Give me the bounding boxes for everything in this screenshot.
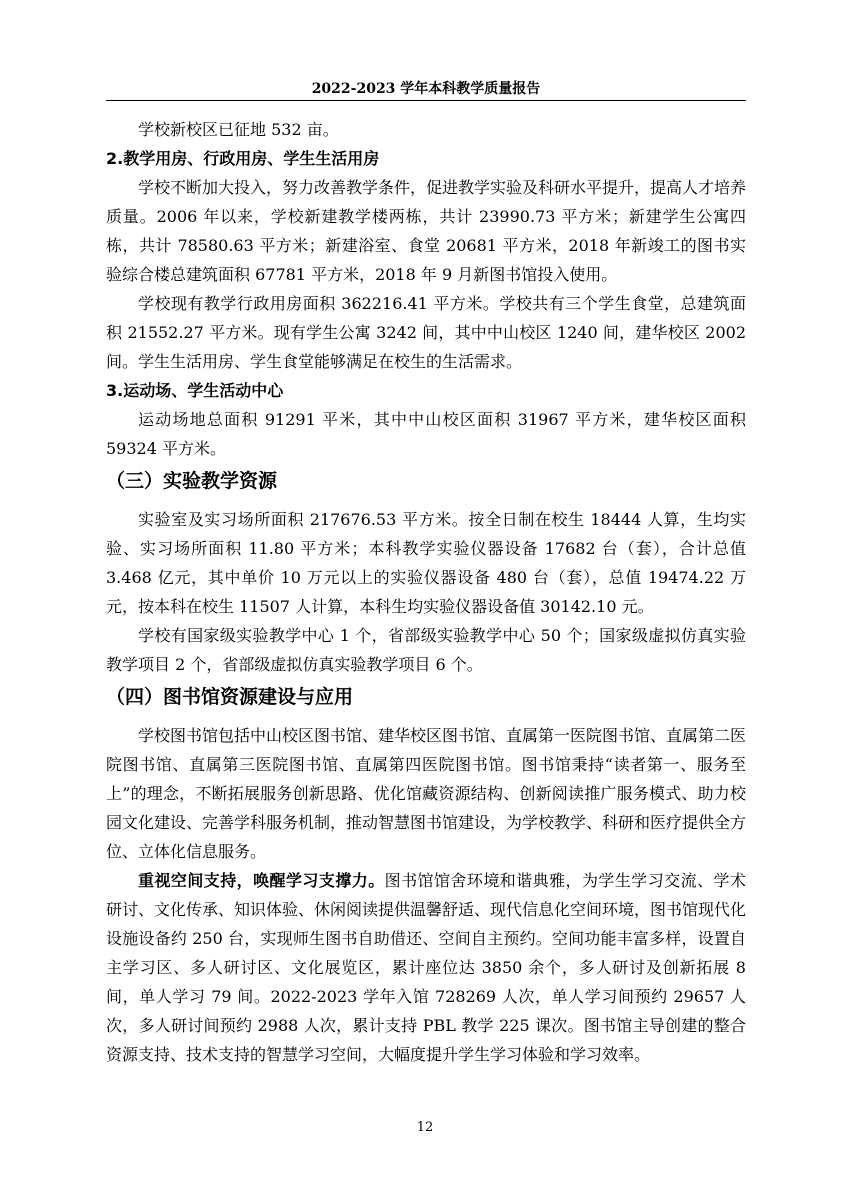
paragraph-library-2 bbox=[106, 866, 746, 1069]
paragraph-sports: 运动场地总面积 91291 平米，其中中山校区面积 31967 平方米，建华校区面积 59324 平方米。 bbox=[106, 410, 746, 458]
page-header-title: 2022-2023 学年本科教学质量报告 bbox=[311, 81, 541, 97]
section-heading-library: （四）图书馆资源建设与应用 bbox=[106, 686, 354, 708]
paragraph-land: 学校新校区已征地 532 亩。 bbox=[138, 120, 339, 139]
header-divider bbox=[106, 100, 746, 101]
paragraph-buildings-2: 学校现有教学行政用房面积 362216.41 平方米。学校共有三个学生食堂，总建筑面积 21552.27 平方米。现有学生公寓 3242 间，其中中山校区 1240 间，建华校区 2002 间。学生生活用房、学生食堂能够满足在校生的生活需求。 bbox=[106, 294, 746, 371]
paragraph-buildings-1: 学校不断加大投入，努力改善教学条件，促进教学实验及科研水平提升，提高人才培养质量。2006 年以来，学校新建教学楼两栋，共计 23990.73 平方米；新建学生公寓四栋，共计 78580.63 平方米；新建浴室、食堂 20681 平方米，2018 年新竣工的图书实验综合楼总建筑面积 67781 平方米，2018 年 9 月新图书馆投入使用。 bbox=[106, 178, 747, 284]
subheading-buildings: 2.教学用房、行政用房、学生生活用房 bbox=[106, 149, 380, 168]
paragraph-library-2-lead: 重视空间支持，唤醒学习支撑力。 bbox=[138, 871, 385, 890]
paragraph-lab-1: 实验室及实习场所面积 217676.53 平方米。按全日制在校生 18444 人算，生均实验、实习场所面积 11.80 平方米；本科教学实验仪器设备 17682 台（套），合计总值 3.468 亿元，其中单价 10 万元以上的实验仪器设备 480 台（套），总值 19474.22 万元，按本科在校生 11507 人计算，本科生均实验仪器设备值 30142.10 元。 bbox=[106, 510, 746, 616]
page-body bbox=[106, 115, 746, 1069]
subheading-sports: 3.运动场、学生活动中心 bbox=[106, 381, 284, 400]
paragraph-lab-2: 学校有国家级实验教学中心 1 个，省部级实验教学中心 50 个；国家级虚拟仿真实验教学项目 2 个，省部级虚拟仿真实验教学项目 6 个。 bbox=[106, 626, 746, 674]
section-heading-lab: （三）实验教学资源 bbox=[106, 470, 278, 492]
paragraph-library-2-body: 图书馆馆舍环境和谐典雅，为学生学习交流、学术研讨、文化传承、知识体验、休闲阅读提供温馨舒适、现代信息化空间环境，图书馆现代化设施设备约 250 台，实现师生图书自助借还、空间自主预约。空间功能丰富多样，设置自主学习区、多人研讨区、文化展览区，累计座位达 3850 余个，多人研讨及创新拓展 8 间，单人学习 79 间。2022-2023 学年入馆 728269 人次，单人学习间预约 29657 人次，多人研讨间预约 2988 人次，累计支持 PBL 教学 225 课次。图书馆主导创建的整合资源支持、技术支持的智慧学习空间，大幅度提升学生学习体验和学习效率。 bbox=[106, 871, 747, 1064]
paragraph-library-1: 学校图书馆包括中山校区图书馆、建华校区图书馆、直属第一医院图书馆、直属第二医院图书馆、直属第三医院图书馆、直属第四医院图书馆。图书馆秉持“读者第一、服务至上”的理念，不断拓展服务创新思路、优化馆藏资源结构、创新阅读推广服务模式、助力校园文化建设、完善学科服务机制，推动智慧图书馆建设，为学校教学、科研和医疗提供全方位、立体化信息服务。 bbox=[106, 726, 747, 861]
page-number: 12 bbox=[416, 1120, 434, 1135]
